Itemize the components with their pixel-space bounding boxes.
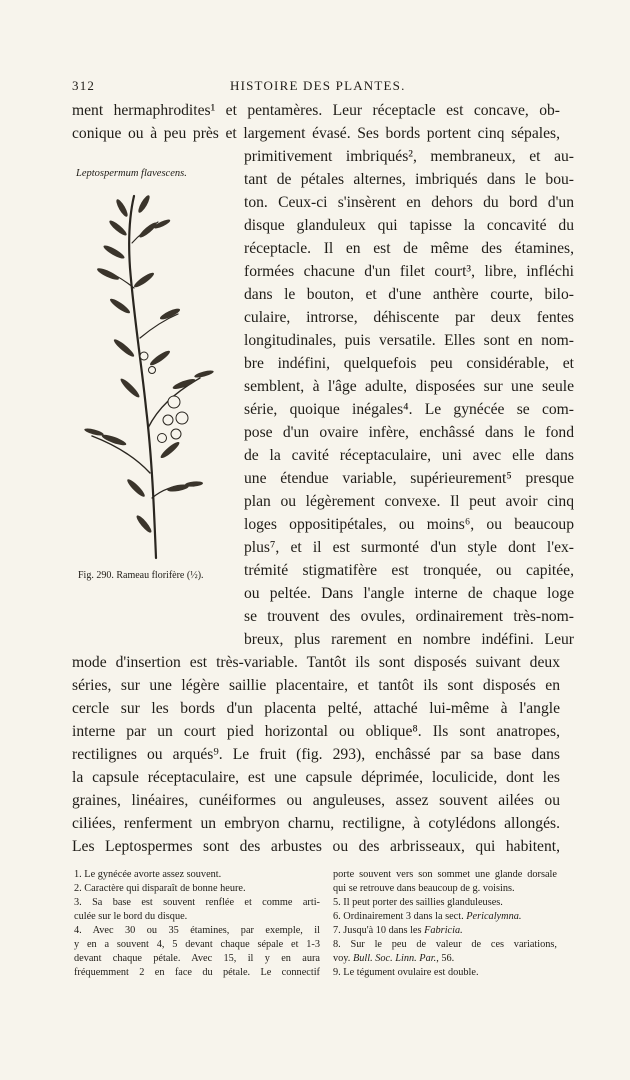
body-line: rectilignes ou arqués⁹. Le fruit (fig. 293), enchâssé par sa base dans bbox=[72, 746, 560, 763]
footnote-text: 6. Ordinairement 3 dans la sect. bbox=[333, 911, 467, 922]
body-line: tant de pétales alternes, imbriqués dans le bou- bbox=[244, 171, 574, 188]
body-line: formées chacune d'un filet court³, libre, infléchi bbox=[244, 263, 574, 280]
body-line: longitudinales, puis versatile. Elles sont en nom- bbox=[244, 332, 574, 349]
footnote-line: y en a souvent 4, 5 devant chaque sépale et 1-3 bbox=[74, 939, 320, 950]
footnote-line: fréquemment 2 en face du pétale. Le connectif bbox=[74, 967, 320, 978]
footnote-line: qui se retrouve dans beaucoup de g. voisins. bbox=[333, 883, 515, 894]
body-line: graines, linéaires, cunéiformes ou anguleuses, assez souvent ailées ou bbox=[72, 792, 560, 809]
body-line: série, quoique inégales⁴. Le gynécée se com- bbox=[244, 401, 574, 418]
body-line: loges oppositipétales, ou moins⁶, ou beaucoup bbox=[244, 516, 574, 533]
footnote-line: culée sur le bord du disque. bbox=[74, 911, 188, 922]
body-line: pose d'un ovaire infère, enchâssé dans le fond bbox=[244, 424, 574, 441]
page-number: 312 bbox=[72, 78, 96, 93]
footnote-line: 5. Il peut porter des saillies glanduleuses. bbox=[333, 897, 503, 908]
body-line: ciliées, renferment un embryon charnu, rectiligne, à cotylédons allongés. bbox=[72, 815, 560, 832]
body-line: conique ou à peu près et largement évasé. Ses bords portent cinq sépales, bbox=[72, 125, 560, 142]
footnote-line: porte souvent vers son sommet une glande dorsale bbox=[333, 869, 557, 880]
body-line: interne par un court pied horizontal ou oblique⁸. Ils sont anatropes, bbox=[72, 723, 560, 740]
running-title: HISTOIRE DES PLANTES. bbox=[230, 78, 406, 93]
body-line: breux, plus rarement en nombre indéfini. Leur bbox=[244, 631, 574, 648]
figure-title: Leptospermum flavescens. bbox=[76, 168, 187, 179]
footnote-line: 4. Avec 30 ou 35 étamines, par exemple, il bbox=[74, 925, 320, 936]
body-line: plus⁷, et il est surmonté d'un style dont l'ex- bbox=[244, 539, 574, 556]
body-line: plan ou légèrement convexe. Il peut avoir cinq bbox=[244, 493, 574, 510]
footnote-text: , 56. bbox=[436, 953, 455, 964]
body-line: mode d'insertion est très-variable. Tantôt ils sont disposés suivant deux bbox=[72, 654, 560, 671]
body-line: ton. Ceux-ci s'insèrent en dehors du bord d'un bbox=[244, 194, 574, 211]
body-line: trémité stigmatifère est tronquée, ou capitée, bbox=[244, 562, 574, 579]
footnote-italic: Fabricia. bbox=[424, 925, 463, 936]
footnote-line bbox=[333, 910, 557, 923]
footnote-text: 7. Jusqu'à 10 dans les bbox=[333, 925, 425, 936]
body-line: réceptacle. Il en est de même des étamines, bbox=[244, 240, 574, 257]
body-line: primitivement imbriqués², membraneux, et au- bbox=[244, 148, 574, 165]
body-line: ment hermaphrodites¹ et pentamères. Leur réceptacle est concave, ob- bbox=[72, 102, 560, 119]
footnote-line: 2. Caractère qui disparaît de bonne heure. bbox=[74, 883, 246, 894]
body-line: disque glanduleux qui tapisse la concavité du bbox=[244, 217, 574, 234]
botanical-sprig-icon bbox=[74, 188, 234, 563]
body-line: culaire, introrse, déhiscente par deux fentes bbox=[244, 309, 574, 326]
footnote-line bbox=[333, 924, 557, 937]
body-line: bre indéfini, quelquefois peu considérable, et bbox=[244, 355, 574, 372]
footnote-line: 3. Sa base est souvent renflée et comme arti- bbox=[74, 897, 320, 908]
footnote-line bbox=[333, 952, 557, 965]
body-line: Les Leptospermes sont des arbustes ou des arbrisseaux, qui habitent, bbox=[72, 838, 560, 855]
body-line: dans le bouton, et d'une anthère courte, bilo- bbox=[244, 286, 574, 303]
footnote-line: 9. Le tégument ovulaire est double. bbox=[333, 967, 479, 978]
footnote-italic: Bull. Soc. Linn. Par. bbox=[352, 953, 437, 964]
body-line: séries, sur une légère saillie placentaire, et tantôt ils sont disposés en bbox=[72, 677, 560, 694]
body-line: cercle sur les bords d'un placenta pelté, attaché lui-même à l'angle bbox=[72, 700, 560, 717]
body-line: de la cavité réceptaculaire, uni avec elle dans bbox=[244, 447, 574, 464]
running-head bbox=[72, 78, 572, 96]
body-line: semblent, à l'âge adulte, disposées sur une seule bbox=[244, 378, 574, 395]
body-line: une étendue variable, supérieurement⁵ presque bbox=[244, 470, 574, 487]
footnote-text: voy. bbox=[333, 953, 353, 964]
body-line: la capsule réceptaculaire, est une capsule déprimée, loculicide, dont les bbox=[72, 769, 560, 786]
footnote-line: 1. Le gynécée avorte assez souvent. bbox=[74, 869, 222, 880]
body-line: se trouvent des ovules, ordinairement très-nom- bbox=[244, 608, 574, 625]
footnote-line: 8. Sur le peu de valeur de ces variations, bbox=[333, 939, 557, 950]
body-line: ou peltée. Dans l'angle interne de chaque loge bbox=[244, 585, 574, 602]
figure-caption: Fig. 290. Rameau florifère (½). bbox=[78, 570, 204, 581]
footnote-line: devant chaque pétale. Avec 15, il y en aura bbox=[74, 953, 320, 964]
footnote-italic: Pericalymna. bbox=[466, 911, 522, 922]
